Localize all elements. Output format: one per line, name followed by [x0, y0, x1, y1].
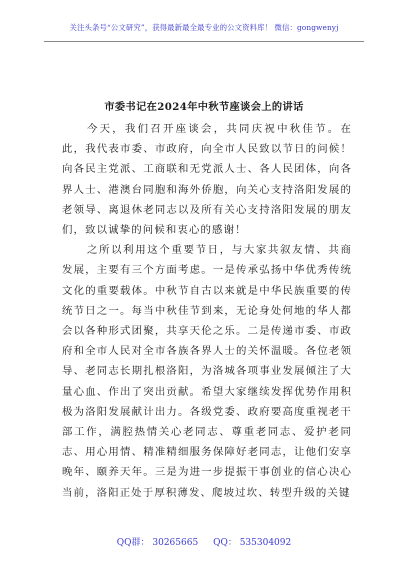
- header-divider: [44, 41, 364, 42]
- paragraph: 之所以利用这个重要节日，与大家共叙友情、共商发展，主要有三个方面考虑。一是传承弘扬中华优秀传统文化的重要载体。中秋节自古以来就是中华民族重要的传统节日之一。每当中秋佳节到来，无论身处何地的华人都会以各种形式团聚，共享天伦之乐。二是传递市委、市政府和全市人民对全市各族各界人士的关怀温暖。各位老领导、老同志长期扎根洛阳，为洛城各项事业发展倾注了大量心血、作出了突出贡献。希望大家继续发挥优势作用积极为洛阳发展献计出力。各级党委、政府要高度重视老干部工作，满腔热情关心老同志、尊重老同志、爱护老同志、用心用情、精准精细服务保障好老同志，让他们安享晚年、颐养天年。三是为进一步提振干事创业的信心决心当前，洛阳正处于厚积薄发、爬坡过坎、转型升级的关键: [62, 244, 352, 499]
- document-body: [62, 119, 352, 503]
- paragraph: 今天，我们召开座谈会，共同庆祝中秋佳节。在此，我代表市委、市政府，向全市人民致以节日的问候！向各民主党派、工商联和无党派人士、各人民团体，向各界人士、港澳台同胞和海外侨胞，向关心支持洛阳发展的老领导、离退休老同志以及所有关心支持洛阳发展的朋友们，致以诚挚的问候和衷心的感谢！: [62, 123, 352, 237]
- footer-qq: QQ： 535304092: [213, 538, 292, 548]
- header-banner: 关注头条号“公文研究”，获得最新最全最专业的公文资料库！ 微信：gongwenyj: [69, 23, 339, 32]
- footer-qq-group: QQ群： 30265665: [116, 538, 199, 548]
- document-title: 市委书记在2024年中秋节座谈会上的讲话: [104, 101, 304, 113]
- footer-contact: [0, 535, 408, 548]
